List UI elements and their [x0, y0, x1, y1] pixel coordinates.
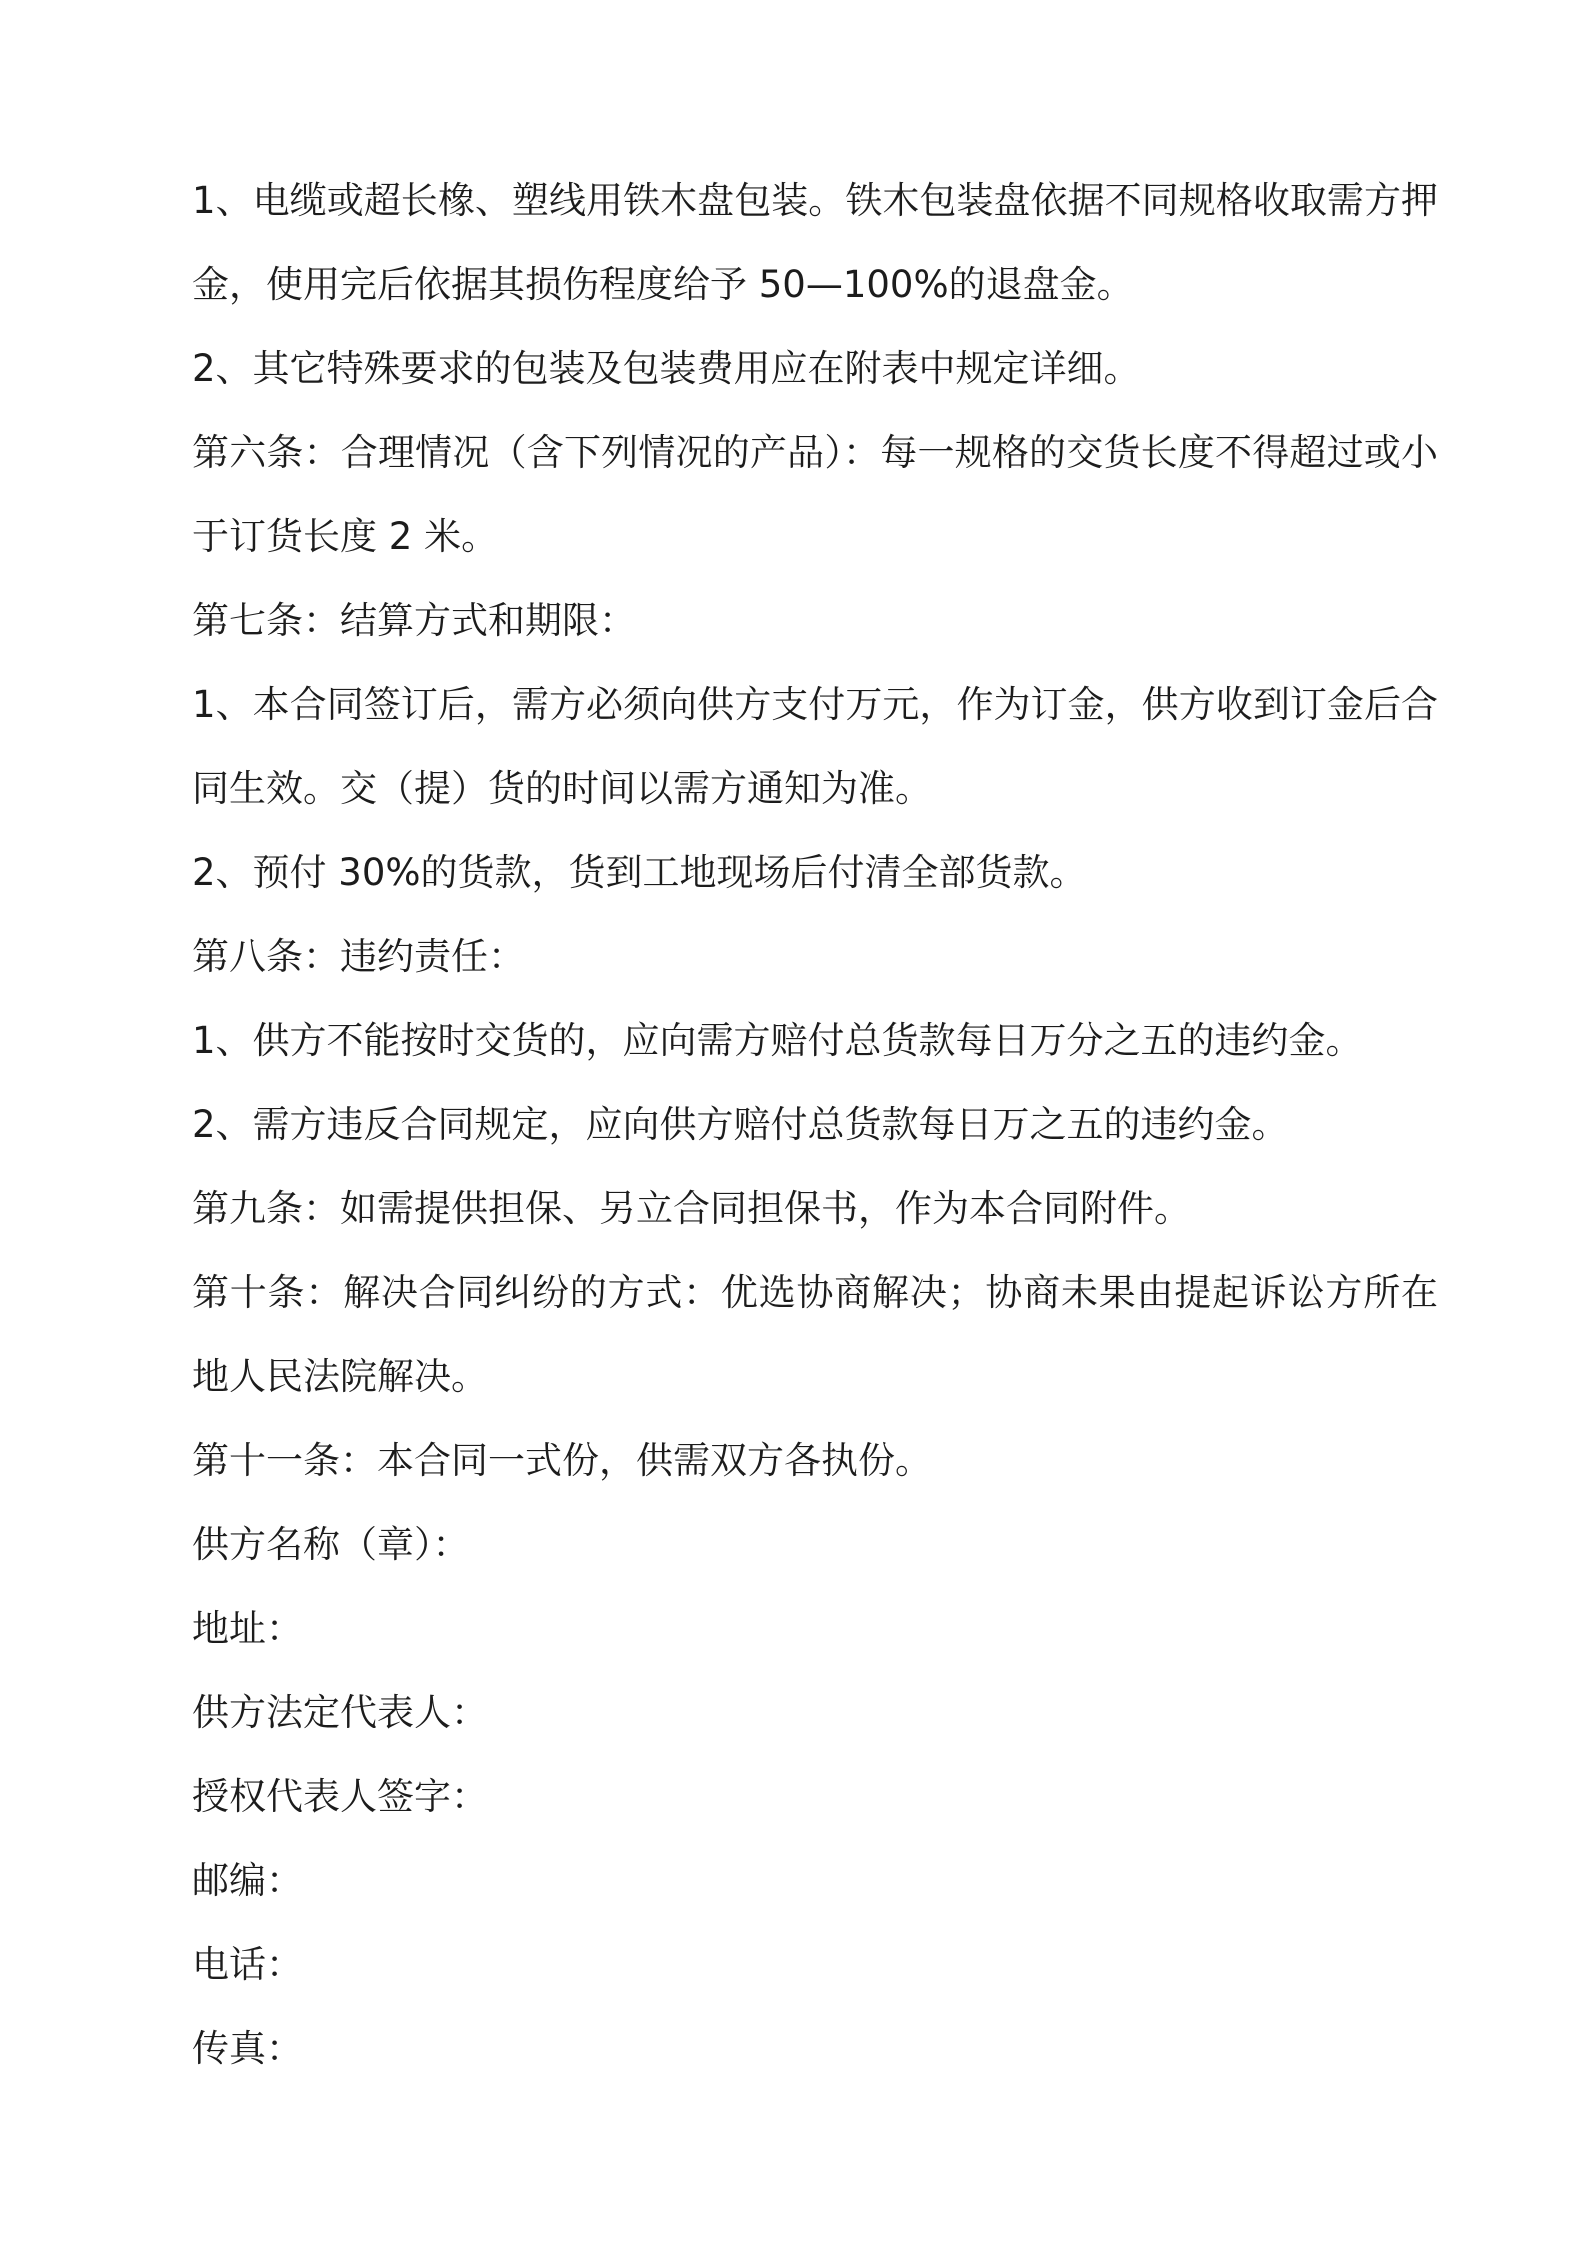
article-9: 第九条：如需提供担保、另立合同担保书，作为本合同附件。 [192, 1187, 1191, 1230]
clause-packaging-item-1-line-2: 金，使用完后依据其损伤程度给予 50—100%的退盘金。 [192, 263, 1134, 306]
supplier-name-field: 供方名称（章）： [192, 1523, 470, 1566]
article-6-line-2: 于订货长度 2 米。 [192, 515, 499, 558]
address-field: 地址： [192, 1607, 303, 1650]
postal-code-field: 邮编： [192, 1859, 303, 1902]
article-8-item-2: 2、需方违反合同规定，应向供方赔付总货款每日万之五的违约金。 [192, 1103, 1289, 1146]
authorized-signature-field: 授权代表人签字： [192, 1775, 488, 1818]
article-7-item-2: 2、预付 30%的货款，货到工地现场后付清全部货款。 [192, 851, 1087, 894]
clause-packaging-item-1-line-1: 1、电缆或超长橡、塑线用铁木盘包装。铁木包装盘依据不同规格收取需方押 [192, 179, 1438, 222]
phone-field: 电话： [192, 1943, 303, 1986]
article-10-line-1: 第十条：解决合同纠纷的方式：优选协商解决；协商未果由提起诉讼方所在 [192, 1271, 1438, 1314]
article-6-line-1: 第六条：合理情况（含下列情况的产品）：每一规格的交货长度不得超过或小 [192, 431, 1438, 474]
legal-representative-field: 供方法定代表人： [192, 1691, 488, 1734]
article-7-item-1-line-1: 1、本合同签订后，需方必须向供方支付万元，作为订金，供方收到订金后合 [192, 683, 1438, 726]
contract-body [192, 159, 1438, 2091]
article-10-line-2: 地人民法院解决。 [192, 1355, 488, 1398]
article-11: 第十一条：本合同一式份，供需双方各执份。 [192, 1439, 932, 1482]
article-7-item-1-line-2: 同生效。交（提）货的时间以需方通知为准。 [192, 767, 932, 810]
article-8-item-1: 1、供方不能按时交货的，应向需方赔付总货款每日万分之五的违约金。 [192, 1019, 1363, 1062]
clause-packaging-item-2: 2、其它特殊要求的包装及包装费用应在附表中规定详细。 [192, 347, 1141, 390]
fax-field: 传真： [192, 2027, 303, 2070]
article-8-heading: 第八条：违约责任： [192, 935, 525, 978]
article-7-heading: 第七条：结算方式和期限： [192, 599, 636, 642]
